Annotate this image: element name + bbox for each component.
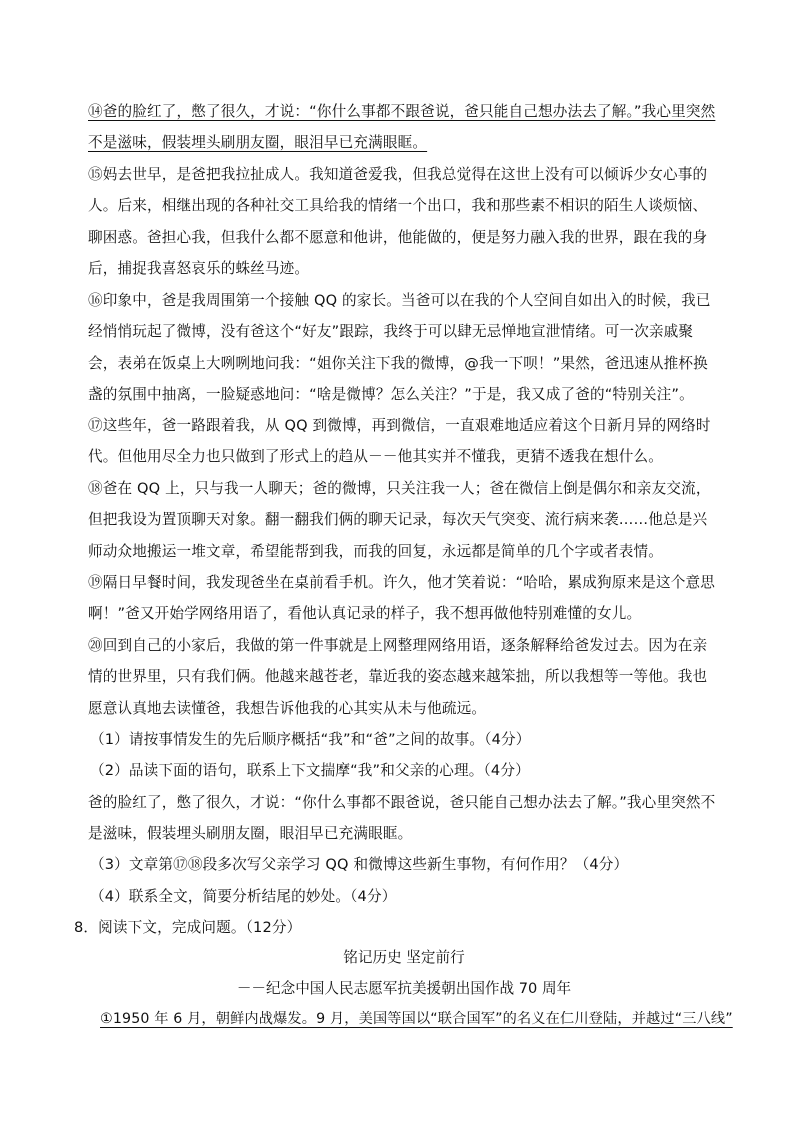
- paragraph-18: ⑱爸在 QQ 上，只与我一人聊天；爸的微博，只关注我一人；爸在微信上倒是偶尔和亲友交流，但把我设为置顶聊天对象。翻一翻我们俩的聊天记录，每次天气突变、流行病来袭……他总是兴师动众地搬运一堆文章，希望能帮到我，而我的回复，永远都是简单的几个字或者表情。: [88, 480, 711, 560]
- question-3: （3）文章第⑰⑱段多次写父亲学习 QQ 和微博这些新生事物，有何作用？（4分）: [90, 856, 629, 873]
- paragraph-14: ⑭爸的脸红了，憋了很久，才说：“你什么事都不跟爸说，爸只能自己想办法去了解。”我心里突然不是滋味，假装埋头刷朋友圈，眼泪早已充满眼眶。: [88, 103, 716, 152]
- paragraph-15: ⑮妈去世早，是爸把我拉扯成人。我知道爸爱我，但我总觉得在这世上没有可以倾诉少女心事的人。后来，相继出现的各种社交工具给我的情绪一个出口，我和那些素不相识的陌生人谈烦恼、聊困惑。爸担心我，但我什么都不愿意和他讲，他能做的，便是努力融入我的世界，跟在我的身后，捕捉我喜怒哀乐的蛛丝马迹。: [88, 166, 708, 278]
- article-title: 铭记历史 坚定前行: [343, 949, 465, 966]
- question-2-quote: 爸的脸红了，憋了很久，才说：“你什么事都不跟爸说，爸只能自己想办法去了解。”我心里突然不是滋味，假装埋头刷朋友圈，眼泪早已充满眼眶。: [88, 794, 716, 843]
- paragraph-16: ⑯印象中，爸是我周围第一个接触 QQ 的家长。当爸可以在我的个人空间自如出入的时候，我已经悄悄玩起了微博，没有爸这个“好友”跟踪，我终于可以肆无忌惮地宣泄情绪。可一次亲戚聚会，表弟在饭桌上大咧咧地问我：“姐你关注下我的微博，@我一下呗！”果然，爸迅速从推杯换盏的氛围中抽离，一脸疑惑地问：“啥是微博？怎么关注？”于是，我又成了爸的“特别关注”。: [88, 292, 711, 404]
- article-paragraph-1: ①1950 年 6 月，朝鲜内战爆发。9 月，美国等国以“联合国军”的名义在仁川登陆，并越过“三八线”: [100, 1011, 733, 1027]
- paragraph-17: ⑰这些年，爸一路跟着我，从 QQ 到微博，再到微信，一直艰难地适应着这个日新月异的网络时代。但他用尽全力也只做到了形式上的趋从－－他其实并不懂我，更猜不透我在想什么。: [88, 417, 711, 466]
- question-2: （2）品读下面的语句，联系上下文揣摩“我”和父亲的心理。（4分）: [90, 762, 530, 779]
- paragraph-19: ⑲隔日早餐时间，我发现爸坐在桌前看手机。许久，他才笑着说：“哈哈，累成狗原来是这个意思啊！”爸又开始学网络用语了，看他认真记录的样子，我不想再做他特别难懂的女儿。: [88, 574, 715, 623]
- question-4: （4）联系全文，简要分析结尾的妙处。（4分）: [90, 888, 397, 905]
- article-subtitle: －－纪念中国人民志愿军抗美援朝出国作战 70 周年: [236, 980, 572, 997]
- question-1: （1）请按事情发生的先后顺序概括“我”和“爸”之间的故事。（4分）: [90, 731, 531, 748]
- section-8-heading: 8．阅读下文，完成问题。（12分）: [74, 919, 302, 936]
- paragraph-20: ⑳回到自己的小家后，我做的第一件事就是上网整理网络用语，逐条解释给爸发过去。因为在亲情的世界里，只有我们俩。他越来越苍老，靠近我的姿态越来越笨拙，所以我想等一等他。我也愿意认真地去读懂爸，我想告诉他我的心其实从未与他疏远。: [88, 637, 708, 717]
